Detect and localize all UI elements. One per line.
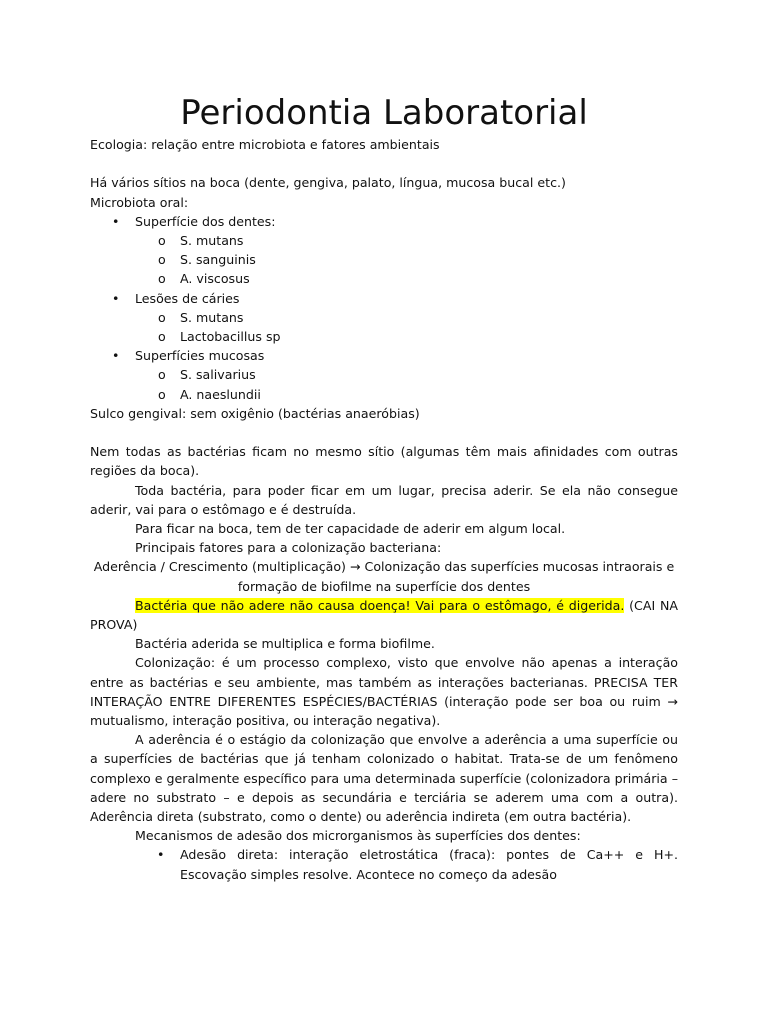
list-item <box>90 289 678 308</box>
sublist-item <box>90 385 678 404</box>
bullet-icon: • <box>157 847 165 863</box>
list-item-label: Adesão direta: interação eletrostática (fraca): pontes de Ca++ e H+. Escovação simples resolve. Acontece no começo da adesão <box>180 847 678 882</box>
circle-bullet-icon: o <box>158 271 166 287</box>
paragraph-toda-bacteria: Toda bactéria, para poder ficar em um lugar, precisa aderir. Se ela não consegue aderir, vai para o estômago e é destruída. <box>90 482 678 517</box>
paragraph-mecanismos: Mecanismos de adesão dos microrganismos às superfícies dos dentes: <box>135 828 581 844</box>
sublist-item-label: A. naeslundii <box>180 386 261 402</box>
circle-bullet-icon: o <box>158 329 166 345</box>
bullet-icon: • <box>112 290 120 306</box>
blank-line <box>90 154 678 173</box>
paragraph-aderencia: A aderência é o estágio da colonização que envolve a aderência a uma superfície ou a superfícies de bactérias que já tenham colonizado o habitat. Trata-se de um fenômeno complexo e geralmente específico para uma determinada superfície (colonizadora primária – adere no substrato – e depois as secundária e terciária se aderem uma com a outra). Aderência direta (substrato, como o dente) ou aderência indireta (em outra bactéria). <box>90 732 678 825</box>
list-item-label: Superfície dos dentes: <box>135 213 276 229</box>
paragraph-sulco: Sulco gengival: sem oxigênio (bactérias anaeróbias) <box>90 405 420 421</box>
paragraph-para-ficar: Para ficar na boca, tem de ter capacidade de aderir em algum local. <box>135 521 566 537</box>
sublist-item-label: Lactobacillus sp <box>180 329 281 345</box>
blank-line <box>90 423 678 442</box>
sublist-item-label: S. mutans <box>180 233 244 248</box>
circle-bullet-icon: o <box>158 309 166 325</box>
list-item-label: Lesões de cáries <box>135 290 240 306</box>
sublist-item-label: A. viscosus <box>180 271 250 287</box>
sublist-item-label: S. sanguinis <box>180 252 256 268</box>
list-item <box>90 845 678 883</box>
bullet-icon: • <box>112 213 120 229</box>
sublist-item <box>90 231 678 250</box>
paragraph-sitios: Há vários sítios na boca (dente, gengiva, palato, língua, mucosa bucal etc.) <box>90 175 566 191</box>
circle-bullet-icon: o <box>158 386 166 402</box>
sublist-item <box>90 269 678 288</box>
document-body <box>90 135 678 884</box>
paragraph-aderida: Bactéria aderida se multiplica e forma biofilme. <box>135 636 435 652</box>
paragraph-highlight <box>90 596 678 634</box>
paragraph-nem-todas: Nem todas as bactérias ficam no mesmo sítio (algumas têm mais afinidades com outras regiões da boca). <box>90 444 678 479</box>
sublist-item <box>90 365 678 384</box>
paragraph-ecologia: Ecologia: relação entre microbiota e fatores ambientais <box>90 137 440 152</box>
sublist-item-label: S. mutans <box>180 309 244 325</box>
circle-bullet-icon: o <box>158 233 166 248</box>
microbiota-label: Microbiota oral: <box>90 194 189 210</box>
highlight-tail: (CAI NA PROVA) <box>90 597 678 633</box>
highlighted-text: Bactéria que não adere não causa doença! Vai para o estômago, é digerida. <box>135 597 625 613</box>
circle-bullet-icon: o <box>158 252 166 268</box>
circle-bullet-icon: o <box>158 367 166 383</box>
centered-line: formação de biofilme na superfície dos dentes <box>237 578 531 594</box>
page-title: Periodontia Laboratorial <box>180 93 588 133</box>
list-item-label: Superfícies mucosas <box>135 348 265 364</box>
bullet-icon: • <box>112 348 120 364</box>
paragraph-colonizacao: Colonização: é um processo complexo, visto que envolve não apenas a interação entre as bactérias e seu ambiente, mas também as interações bacterianas. PRECISA TER INTERAÇÃO ENTRE DIFERENTES ESPÉCIES/BACTÉRIAS (interação pode ser boa ou ruim → mutualismo, interação positiva, ou interação negativa). <box>90 655 678 729</box>
sublist-item <box>90 308 678 327</box>
sublist-item <box>90 250 678 269</box>
sublist-item-label: S. salivarius <box>180 367 256 383</box>
list-item <box>90 212 678 231</box>
paragraph-principais: Principais fatores para a colonização bacteriana: <box>135 540 442 556</box>
sublist-item <box>90 327 678 346</box>
centered-line: Aderência / Crescimento (multiplicação) → Colonização das superfícies mucosas intraorais e <box>93 559 675 575</box>
list-item <box>90 346 678 365</box>
